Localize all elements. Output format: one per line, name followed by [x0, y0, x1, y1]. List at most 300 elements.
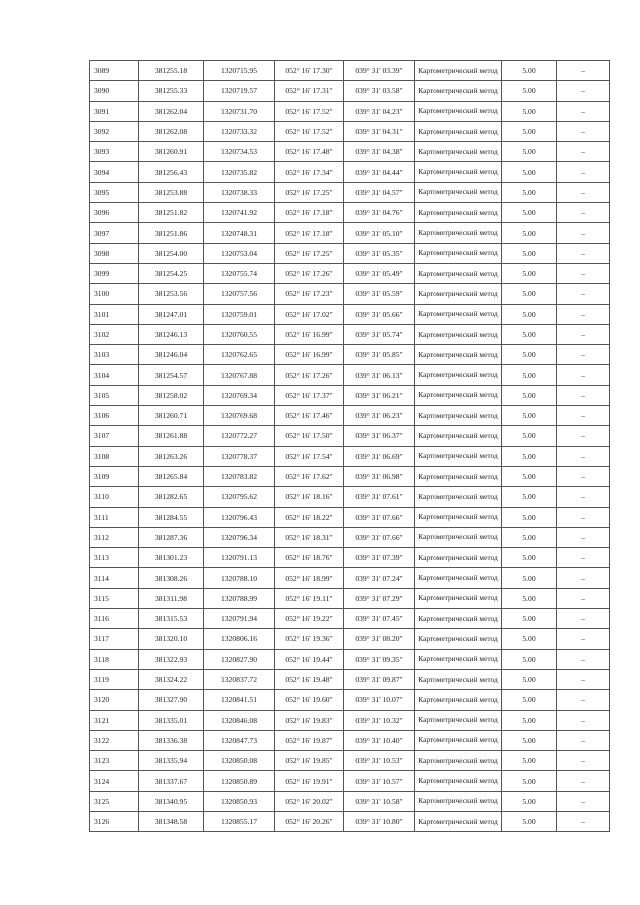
x-coordinate-cell: 381246.13: [139, 324, 204, 344]
method-cell: Картометрический метод: [415, 324, 502, 344]
table-row: [90, 811, 610, 831]
note-cell: –: [557, 385, 610, 405]
accuracy-cell: 5.00: [502, 243, 557, 263]
point-number-cell: 3114: [90, 568, 139, 588]
latitude-cell: 052° 16' 17.23": [275, 284, 344, 304]
point-number-cell: 3107: [90, 426, 139, 446]
method-cell: Картометрический метод: [415, 365, 502, 385]
accuracy-cell: 5.00: [502, 284, 557, 304]
x-coordinate-cell: 381260.71: [139, 406, 204, 426]
longitude-cell: 039° 31' 06.13": [344, 365, 415, 385]
latitude-cell: 052° 16' 19.60": [275, 690, 344, 710]
x-coordinate-cell: 381284.55: [139, 507, 204, 527]
latitude-cell: 052° 16' 19.87": [275, 730, 344, 750]
x-coordinate-cell: 381247.01: [139, 304, 204, 324]
x-coordinate-cell: 381340.95: [139, 791, 204, 811]
y-coordinate-cell: 1320791.13: [204, 548, 275, 568]
y-coordinate-cell: 1320731.70: [204, 101, 275, 121]
y-coordinate-cell: 1320760.55: [204, 324, 275, 344]
method-cell: Картометрический метод: [415, 446, 502, 466]
x-coordinate-cell: 381261.88: [139, 426, 204, 446]
accuracy-cell: 5.00: [502, 690, 557, 710]
note-cell: –: [557, 182, 610, 202]
table-row: [90, 446, 610, 466]
latitude-cell: 052° 16' 19.48": [275, 669, 344, 689]
point-number-cell: 3115: [90, 588, 139, 608]
latitude-cell: 052° 16' 19.91": [275, 771, 344, 791]
longitude-cell: 039° 31' 06.98": [344, 466, 415, 486]
method-cell: Картометрический метод: [415, 730, 502, 750]
method-cell: Картометрический метод: [415, 182, 502, 202]
accuracy-cell: 5.00: [502, 548, 557, 568]
table-row: [90, 730, 610, 750]
y-coordinate-cell: 1320738.33: [204, 182, 275, 202]
note-cell: –: [557, 223, 610, 243]
accuracy-cell: 5.00: [502, 182, 557, 202]
point-number-cell: 3112: [90, 527, 139, 547]
x-coordinate-cell: 381254.57: [139, 365, 204, 385]
latitude-cell: 052° 16' 19.11": [275, 588, 344, 608]
accuracy-cell: 5.00: [502, 263, 557, 283]
latitude-cell: 052° 16' 17.62": [275, 466, 344, 486]
point-number-cell: 3100: [90, 284, 139, 304]
table-row: [90, 710, 610, 730]
accuracy-cell: 5.00: [502, 751, 557, 771]
y-coordinate-cell: 1320772.27: [204, 426, 275, 446]
accuracy-cell: 5.00: [502, 385, 557, 405]
latitude-cell: 052° 16' 17.52": [275, 121, 344, 141]
note-cell: –: [557, 588, 610, 608]
table-row: [90, 203, 610, 223]
x-coordinate-cell: 381324.22: [139, 669, 204, 689]
table-row: [90, 568, 610, 588]
method-cell: Картометрический метод: [415, 487, 502, 507]
method-cell: Картометрический метод: [415, 243, 502, 263]
note-cell: –: [557, 61, 610, 81]
y-coordinate-cell: 1320850.89: [204, 771, 275, 791]
table-row: [90, 182, 610, 202]
longitude-cell: 039° 31' 09.35": [344, 649, 415, 669]
note-cell: –: [557, 487, 610, 507]
longitude-cell: 039° 31' 03.39": [344, 61, 415, 81]
x-coordinate-cell: 381260.91: [139, 142, 204, 162]
x-coordinate-cell: 381315.53: [139, 609, 204, 629]
note-cell: –: [557, 730, 610, 750]
x-coordinate-cell: 381263.26: [139, 446, 204, 466]
y-coordinate-cell: 1320837.72: [204, 669, 275, 689]
y-coordinate-cell: 1320783.82: [204, 466, 275, 486]
latitude-cell: 052° 16' 17.46": [275, 406, 344, 426]
method-cell: Картометрический метод: [415, 426, 502, 446]
point-number-cell: 3125: [90, 791, 139, 811]
method-cell: Картометрический метод: [415, 61, 502, 81]
latitude-cell: 052° 16' 17.25": [275, 182, 344, 202]
x-coordinate-cell: 381335.94: [139, 751, 204, 771]
method-cell: Картометрический метод: [415, 791, 502, 811]
accuracy-cell: 5.00: [502, 426, 557, 446]
y-coordinate-cell: 1320715.95: [204, 61, 275, 81]
y-coordinate-cell: 1320827.90: [204, 649, 275, 669]
latitude-cell: 052° 16' 19.22": [275, 609, 344, 629]
latitude-cell: 052° 16' 17.34": [275, 162, 344, 182]
point-number-cell: 3106: [90, 406, 139, 426]
table-row: [90, 507, 610, 527]
method-cell: Картометрический метод: [415, 385, 502, 405]
point-number-cell: 3109: [90, 466, 139, 486]
longitude-cell: 039° 31' 10.53": [344, 751, 415, 771]
point-number-cell: 3089: [90, 61, 139, 81]
point-number-cell: 3093: [90, 142, 139, 162]
latitude-cell: 052° 16' 20.02": [275, 791, 344, 811]
y-coordinate-cell: 1320755.74: [204, 263, 275, 283]
coordinates-table: [89, 60, 610, 832]
method-cell: Картометрический метод: [415, 609, 502, 629]
point-number-cell: 3124: [90, 771, 139, 791]
point-number-cell: 3113: [90, 548, 139, 568]
x-coordinate-cell: 381287.36: [139, 527, 204, 547]
accuracy-cell: 5.00: [502, 811, 557, 831]
method-cell: Картометрический метод: [415, 304, 502, 324]
note-cell: –: [557, 263, 610, 283]
note-cell: –: [557, 466, 610, 486]
latitude-cell: 052° 16' 17.18": [275, 203, 344, 223]
x-coordinate-cell: 381262.04: [139, 101, 204, 121]
method-cell: Картометрический метод: [415, 568, 502, 588]
table-row: [90, 142, 610, 162]
latitude-cell: 052° 16' 19.44": [275, 649, 344, 669]
note-cell: –: [557, 345, 610, 365]
method-cell: Картометрический метод: [415, 121, 502, 141]
method-cell: Картометрический метод: [415, 527, 502, 547]
point-number-cell: 3103: [90, 345, 139, 365]
y-coordinate-cell: 1320841.51: [204, 690, 275, 710]
table-row: [90, 751, 610, 771]
table-row: [90, 284, 610, 304]
x-coordinate-cell: 381311.98: [139, 588, 204, 608]
method-cell: Картометрический метод: [415, 142, 502, 162]
y-coordinate-cell: 1320788.10: [204, 568, 275, 588]
longitude-cell: 039° 31' 10.80": [344, 811, 415, 831]
x-coordinate-cell: 381246.04: [139, 345, 204, 365]
latitude-cell: 052° 16' 17.26": [275, 263, 344, 283]
y-coordinate-cell: 1320762.65: [204, 345, 275, 365]
note-cell: –: [557, 446, 610, 466]
note-cell: –: [557, 365, 610, 385]
table-row: [90, 162, 610, 182]
accuracy-cell: 5.00: [502, 791, 557, 811]
table-row: [90, 669, 610, 689]
accuracy-cell: 5.00: [502, 345, 557, 365]
latitude-cell: 052° 16' 16.99": [275, 345, 344, 365]
longitude-cell: 039° 31' 06.21": [344, 385, 415, 405]
point-number-cell: 3126: [90, 811, 139, 831]
longitude-cell: 039° 31' 06.37": [344, 426, 415, 446]
accuracy-cell: 5.00: [502, 730, 557, 750]
y-coordinate-cell: 1320791.94: [204, 609, 275, 629]
note-cell: –: [557, 507, 610, 527]
point-number-cell: 3101: [90, 304, 139, 324]
point-number-cell: 3097: [90, 223, 139, 243]
table-row: [90, 690, 610, 710]
note-cell: –: [557, 568, 610, 588]
table-row: [90, 345, 610, 365]
note-cell: –: [557, 162, 610, 182]
point-number-cell: 3108: [90, 446, 139, 466]
longitude-cell: 039° 31' 04.31": [344, 121, 415, 141]
accuracy-cell: 5.00: [502, 61, 557, 81]
method-cell: Картометрический метод: [415, 690, 502, 710]
accuracy-cell: 5.00: [502, 446, 557, 466]
x-coordinate-cell: 381336.38: [139, 730, 204, 750]
latitude-cell: 052° 16' 17.02": [275, 304, 344, 324]
table-row: [90, 771, 610, 791]
accuracy-cell: 5.00: [502, 406, 557, 426]
x-coordinate-cell: 381253.56: [139, 284, 204, 304]
table-row: [90, 548, 610, 568]
point-number-cell: 3090: [90, 81, 139, 101]
note-cell: –: [557, 690, 610, 710]
table-row: [90, 365, 610, 385]
table-row: [90, 649, 610, 669]
longitude-cell: 039° 31' 05.49": [344, 263, 415, 283]
latitude-cell: 052° 16' 17.30": [275, 61, 344, 81]
note-cell: –: [557, 406, 610, 426]
method-cell: Картометрический метод: [415, 81, 502, 101]
method-cell: Картометрический метод: [415, 588, 502, 608]
latitude-cell: 052° 16' 17.18": [275, 223, 344, 243]
y-coordinate-cell: 1320759.01: [204, 304, 275, 324]
point-number-cell: 3117: [90, 629, 139, 649]
note-cell: –: [557, 121, 610, 141]
table-row: [90, 791, 610, 811]
longitude-cell: 039° 31' 05.85": [344, 345, 415, 365]
point-number-cell: 3110: [90, 487, 139, 507]
x-coordinate-cell: 381251.86: [139, 223, 204, 243]
latitude-cell: 052° 16' 17.52": [275, 101, 344, 121]
point-number-cell: 3111: [90, 507, 139, 527]
x-coordinate-cell: 381308.26: [139, 568, 204, 588]
method-cell: Картометрический метод: [415, 548, 502, 568]
y-coordinate-cell: 1320795.62: [204, 487, 275, 507]
method-cell: Картометрический метод: [415, 345, 502, 365]
longitude-cell: 039° 31' 10.32": [344, 710, 415, 730]
latitude-cell: 052° 16' 18.99": [275, 568, 344, 588]
longitude-cell: 039° 31' 04.44": [344, 162, 415, 182]
latitude-cell: 052° 16' 16.99": [275, 324, 344, 344]
method-cell: Картометрический метод: [415, 203, 502, 223]
accuracy-cell: 5.00: [502, 487, 557, 507]
point-number-cell: 3120: [90, 690, 139, 710]
method-cell: Картометрический метод: [415, 223, 502, 243]
y-coordinate-cell: 1320806.16: [204, 629, 275, 649]
note-cell: –: [557, 426, 610, 446]
longitude-cell: 039° 31' 07.39": [344, 548, 415, 568]
y-coordinate-cell: 1320735.82: [204, 162, 275, 182]
latitude-cell: 052° 16' 17.48": [275, 142, 344, 162]
note-cell: –: [557, 811, 610, 831]
latitude-cell: 052° 16' 19.85": [275, 751, 344, 771]
table-row: [90, 466, 610, 486]
longitude-cell: 039° 31' 04.57": [344, 182, 415, 202]
longitude-cell: 039° 31' 10.57": [344, 771, 415, 791]
note-cell: –: [557, 81, 610, 101]
point-number-cell: 3122: [90, 730, 139, 750]
method-cell: Картометрический метод: [415, 162, 502, 182]
y-coordinate-cell: 1320796.34: [204, 527, 275, 547]
table-row: [90, 243, 610, 263]
x-coordinate-cell: 381251.82: [139, 203, 204, 223]
longitude-cell: 039° 31' 05.35": [344, 243, 415, 263]
table-row: [90, 487, 610, 507]
table-row: [90, 527, 610, 547]
longitude-cell: 039° 31' 06.23": [344, 406, 415, 426]
y-coordinate-cell: 1320850.08: [204, 751, 275, 771]
method-cell: Картометрический метод: [415, 263, 502, 283]
latitude-cell: 052° 16' 17.26": [275, 365, 344, 385]
table-row: [90, 324, 610, 344]
coordinates-table-body: [90, 61, 610, 832]
note-cell: –: [557, 527, 610, 547]
table-row: [90, 609, 610, 629]
longitude-cell: 039° 31' 07.24": [344, 568, 415, 588]
x-coordinate-cell: 381265.84: [139, 466, 204, 486]
latitude-cell: 052° 16' 18.16": [275, 487, 344, 507]
x-coordinate-cell: 381327.90: [139, 690, 204, 710]
y-coordinate-cell: 1320734.53: [204, 142, 275, 162]
method-cell: Картометрический метод: [415, 771, 502, 791]
method-cell: Картометрический метод: [415, 101, 502, 121]
point-number-cell: 3119: [90, 669, 139, 689]
longitude-cell: 039° 31' 10.40": [344, 730, 415, 750]
method-cell: Картометрический метод: [415, 284, 502, 304]
latitude-cell: 052° 16' 17.31": [275, 81, 344, 101]
note-cell: –: [557, 791, 610, 811]
note-cell: –: [557, 324, 610, 344]
point-number-cell: 3098: [90, 243, 139, 263]
longitude-cell: 039° 31' 10.07": [344, 690, 415, 710]
y-coordinate-cell: 1320767.88: [204, 365, 275, 385]
point-number-cell: 3104: [90, 365, 139, 385]
longitude-cell: 039° 31' 07.66": [344, 507, 415, 527]
accuracy-cell: 5.00: [502, 203, 557, 223]
x-coordinate-cell: 381322.93: [139, 649, 204, 669]
x-coordinate-cell: 381258.02: [139, 385, 204, 405]
accuracy-cell: 5.00: [502, 527, 557, 547]
latitude-cell: 052° 16' 20.26": [275, 811, 344, 831]
x-coordinate-cell: 381255.18: [139, 61, 204, 81]
longitude-cell: 039° 31' 08.20": [344, 629, 415, 649]
x-coordinate-cell: 381301.23: [139, 548, 204, 568]
y-coordinate-cell: 1320757.56: [204, 284, 275, 304]
point-number-cell: 3102: [90, 324, 139, 344]
latitude-cell: 052° 16' 17.54": [275, 446, 344, 466]
table-row: [90, 223, 610, 243]
method-cell: Картометрический метод: [415, 649, 502, 669]
note-cell: –: [557, 203, 610, 223]
latitude-cell: 052° 16' 18.76": [275, 548, 344, 568]
method-cell: Картометрический метод: [415, 466, 502, 486]
accuracy-cell: 5.00: [502, 101, 557, 121]
table-row: [90, 263, 610, 283]
x-coordinate-cell: 381335.01: [139, 710, 204, 730]
table-row: [90, 426, 610, 446]
note-cell: –: [557, 649, 610, 669]
note-cell: –: [557, 751, 610, 771]
longitude-cell: 039° 31' 05.74": [344, 324, 415, 344]
point-number-cell: 3094: [90, 162, 139, 182]
accuracy-cell: 5.00: [502, 162, 557, 182]
y-coordinate-cell: 1320855.17: [204, 811, 275, 831]
method-cell: Картометрический метод: [415, 669, 502, 689]
note-cell: –: [557, 669, 610, 689]
point-number-cell: 3123: [90, 751, 139, 771]
longitude-cell: 039° 31' 04.76": [344, 203, 415, 223]
accuracy-cell: 5.00: [502, 588, 557, 608]
table-row: [90, 588, 610, 608]
note-cell: –: [557, 243, 610, 263]
x-coordinate-cell: 381320.10: [139, 629, 204, 649]
point-number-cell: 3095: [90, 182, 139, 202]
method-cell: Картометрический метод: [415, 629, 502, 649]
table-row: [90, 101, 610, 121]
longitude-cell: 039° 31' 05.10": [344, 223, 415, 243]
note-cell: –: [557, 101, 610, 121]
y-coordinate-cell: 1320846.08: [204, 710, 275, 730]
longitude-cell: 039° 31' 04.23": [344, 101, 415, 121]
y-coordinate-cell: 1320788.99: [204, 588, 275, 608]
longitude-cell: 039° 31' 03.58": [344, 81, 415, 101]
point-number-cell: 3092: [90, 121, 139, 141]
point-number-cell: 3116: [90, 609, 139, 629]
x-coordinate-cell: 381254.00: [139, 243, 204, 263]
point-number-cell: 3118: [90, 649, 139, 669]
longitude-cell: 039° 31' 07.29": [344, 588, 415, 608]
accuracy-cell: 5.00: [502, 142, 557, 162]
y-coordinate-cell: 1320778.37: [204, 446, 275, 466]
x-coordinate-cell: 381262.08: [139, 121, 204, 141]
latitude-cell: 052° 16' 17.25": [275, 243, 344, 263]
y-coordinate-cell: 1320719.57: [204, 81, 275, 101]
longitude-cell: 039° 31' 07.66": [344, 527, 415, 547]
longitude-cell: 039° 31' 07.45": [344, 609, 415, 629]
longitude-cell: 039° 31' 05.59": [344, 284, 415, 304]
y-coordinate-cell: 1320850.93: [204, 791, 275, 811]
latitude-cell: 052° 16' 18.31": [275, 527, 344, 547]
accuracy-cell: 5.00: [502, 669, 557, 689]
table-row: [90, 406, 610, 426]
longitude-cell: 039° 31' 10.58": [344, 791, 415, 811]
accuracy-cell: 5.00: [502, 771, 557, 791]
table-row: [90, 385, 610, 405]
note-cell: –: [557, 710, 610, 730]
y-coordinate-cell: 1320769.34: [204, 385, 275, 405]
latitude-cell: 052° 16' 17.50": [275, 426, 344, 446]
method-cell: Картометрический метод: [415, 507, 502, 527]
accuracy-cell: 5.00: [502, 710, 557, 730]
y-coordinate-cell: 1320733.32: [204, 121, 275, 141]
accuracy-cell: 5.00: [502, 365, 557, 385]
y-coordinate-cell: 1320748.31: [204, 223, 275, 243]
x-coordinate-cell: 381282.65: [139, 487, 204, 507]
longitude-cell: 039° 31' 07.61": [344, 487, 415, 507]
latitude-cell: 052° 16' 18.22": [275, 507, 344, 527]
note-cell: –: [557, 284, 610, 304]
note-cell: –: [557, 629, 610, 649]
point-number-cell: 3121: [90, 710, 139, 730]
x-coordinate-cell: 381255.33: [139, 81, 204, 101]
method-cell: Картометрический метод: [415, 811, 502, 831]
accuracy-cell: 5.00: [502, 609, 557, 629]
